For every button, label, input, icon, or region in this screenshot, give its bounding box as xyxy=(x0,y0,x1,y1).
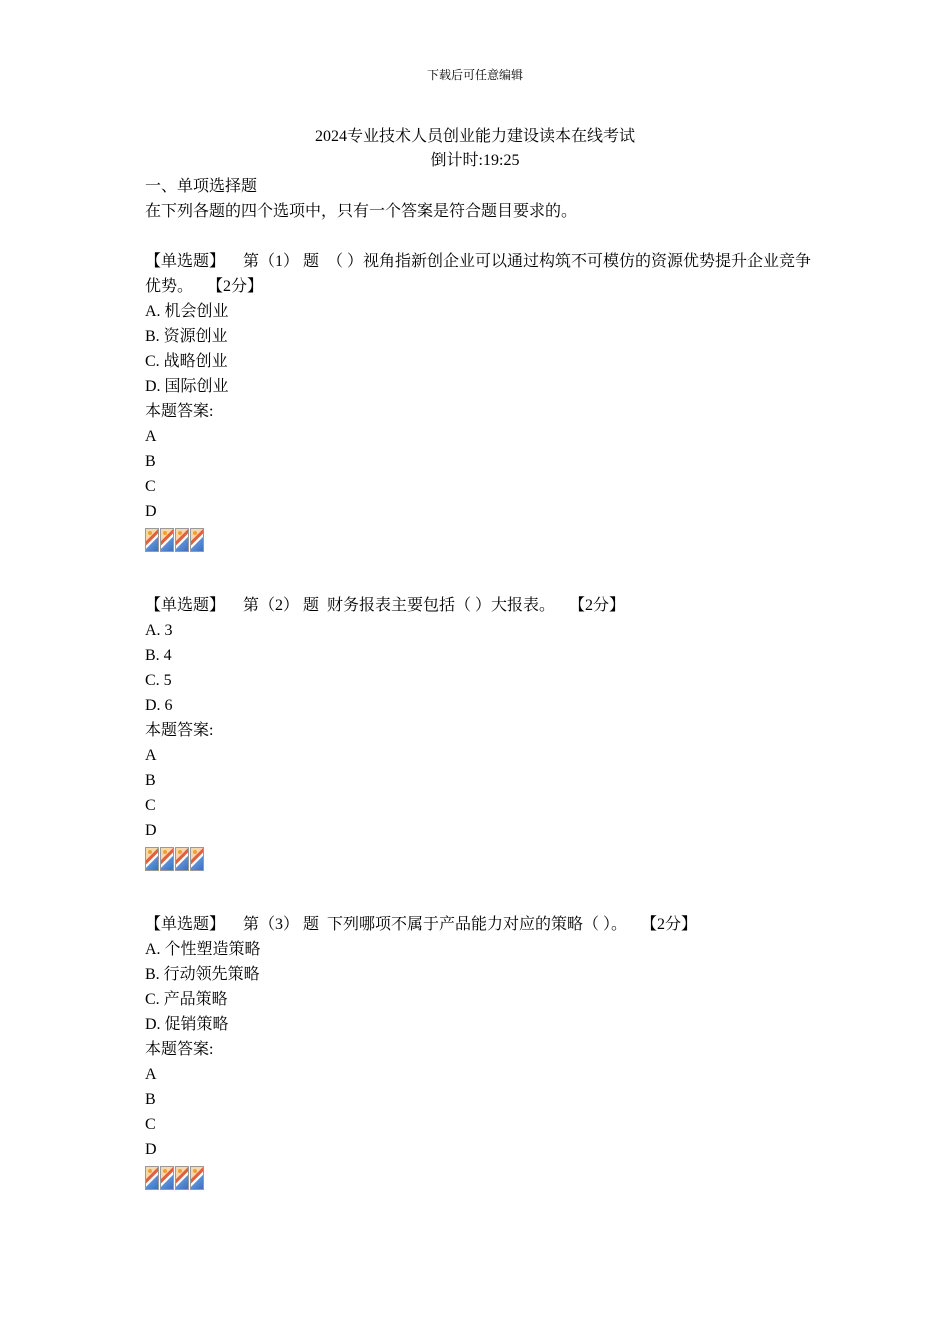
question-score: 【2分】 xyxy=(215,278,264,295)
option-a: A. 个性塑造策略 xyxy=(145,941,261,958)
answer-choice-b[interactable]: B xyxy=(145,453,156,470)
answer-choice-d[interactable]: D xyxy=(145,503,157,520)
answer-choice-a[interactable]: A xyxy=(145,428,157,445)
answer-label: 本题答案: xyxy=(145,403,214,420)
section-instruction: 在下列各题的四个选项中，只有一个答案是符合题目要求的。 xyxy=(145,203,578,220)
image-placeholder-icon xyxy=(175,528,189,552)
question-header xyxy=(145,593,825,618)
image-placeholder-icon xyxy=(145,847,159,871)
image-placeholder-icon xyxy=(175,847,189,871)
question-header xyxy=(145,912,825,937)
exam-title-block xyxy=(0,125,950,173)
question-header xyxy=(145,249,825,299)
answer-choice-a[interactable]: A xyxy=(145,747,157,764)
option-d: D. 促销策略 xyxy=(145,1016,229,1033)
answer-choice-d[interactable]: D xyxy=(145,822,157,839)
question-text: 财务报表主要包括（ ）大报表。 xyxy=(327,597,556,614)
image-placeholder-icon xyxy=(145,1166,159,1190)
option-d: D. 国际创业 xyxy=(145,378,229,395)
option-c: C. 5 xyxy=(145,672,172,689)
image-placeholder-group xyxy=(145,1166,825,1190)
answer-choice-d[interactable]: D xyxy=(145,1141,157,1158)
question-type: 【单选题】 xyxy=(145,916,226,933)
countdown-timer: 倒计时:19:25 xyxy=(430,152,520,169)
image-placeholder-icon xyxy=(145,528,159,552)
question-2 xyxy=(145,593,825,871)
option-c: C. 产品策略 xyxy=(145,991,228,1008)
option-a: A. 3 xyxy=(145,622,173,639)
option-b: B. 行动领先策略 xyxy=(145,966,260,983)
page-header: 下载后可任意编辑 xyxy=(426,68,523,82)
answer-choice-c[interactable]: C xyxy=(145,478,156,495)
question-3 xyxy=(145,912,825,1190)
image-placeholder-icon xyxy=(175,1166,189,1190)
image-placeholder-icon xyxy=(160,528,174,552)
question-text: 下列哪项不属于产品能力对应的策略（ ）。 xyxy=(327,916,628,933)
answer-label: 本题答案: xyxy=(145,1041,214,1058)
answer-choice-b[interactable]: B xyxy=(145,772,156,789)
question-score: 【2分】 xyxy=(649,916,698,933)
answer-choice-c[interactable]: C xyxy=(145,797,156,814)
option-b: B. 4 xyxy=(145,647,172,664)
question-type: 【单选题】 xyxy=(145,597,226,614)
option-d: D. 6 xyxy=(145,697,173,714)
section-heading: 一、单项选择题 xyxy=(145,178,258,195)
image-placeholder-group xyxy=(145,528,825,552)
question-score: 【2分】 xyxy=(577,597,626,614)
image-placeholder-icon xyxy=(160,1166,174,1190)
question-number: 第（1） 题 xyxy=(243,253,320,270)
question-type: 【单选题】 xyxy=(145,253,226,270)
answer-choice-a[interactable]: A xyxy=(145,1066,157,1083)
option-a: A. 机会创业 xyxy=(145,303,229,320)
option-b: B. 资源创业 xyxy=(145,328,228,345)
image-placeholder-icon xyxy=(160,847,174,871)
exam-title: 2024专业技术人员创业能力建设读本在线考试 xyxy=(314,128,635,145)
image-placeholder-icon xyxy=(190,1166,204,1190)
question-1 xyxy=(145,249,825,552)
question-number: 第（2） 题 xyxy=(243,597,320,614)
answer-label: 本题答案: xyxy=(145,722,214,739)
answer-choice-b[interactable]: B xyxy=(145,1091,156,1108)
option-c: C. 战略创业 xyxy=(145,353,228,370)
image-placeholder-icon xyxy=(190,847,204,871)
question-text: （ ）视角指新创企业可以通过构筑不可模仿的资源优势提升企业竞争优势。 xyxy=(145,253,812,295)
image-placeholder-icon xyxy=(190,528,204,552)
question-number: 第（3） 题 xyxy=(243,916,320,933)
answer-choice-c[interactable]: C xyxy=(145,1116,156,1133)
exam-content xyxy=(145,174,825,1190)
image-placeholder-group xyxy=(145,847,825,871)
